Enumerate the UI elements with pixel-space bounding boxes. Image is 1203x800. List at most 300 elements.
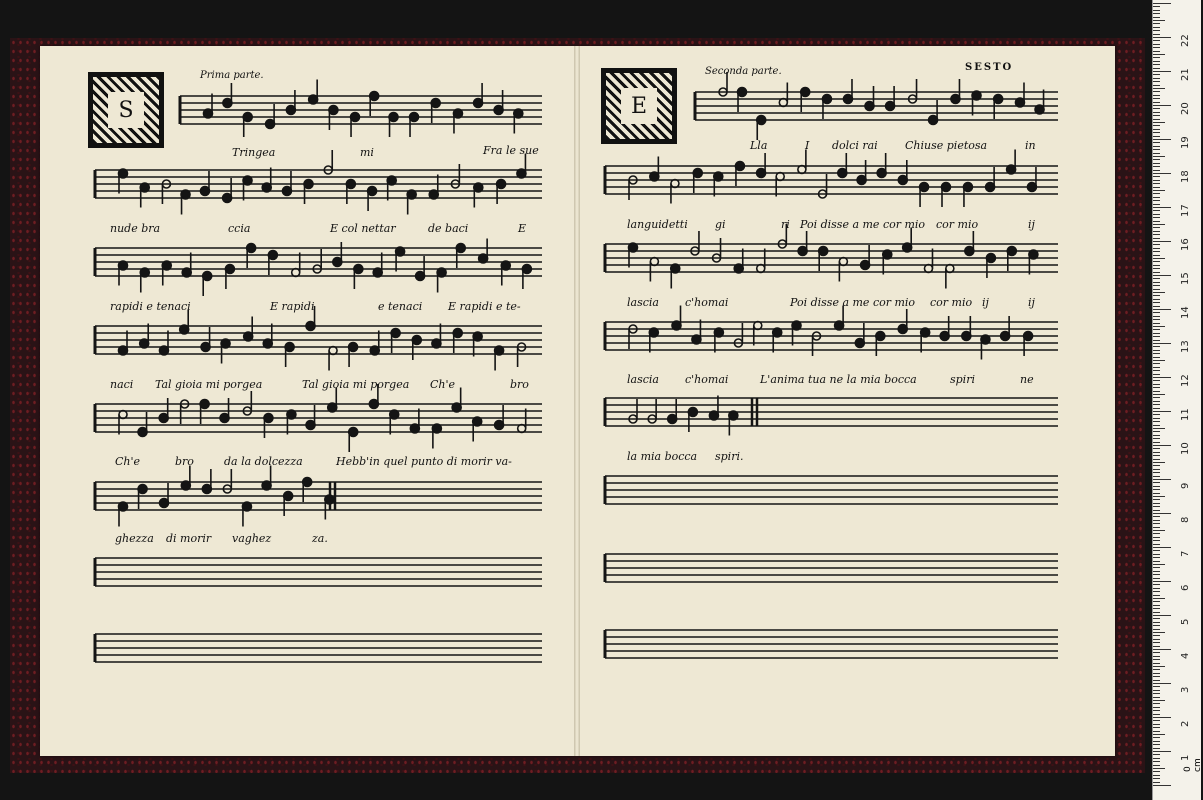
- note-head: [407, 190, 416, 199]
- note-head: [119, 261, 128, 270]
- ruler-tick: [1153, 156, 1165, 157]
- ruler-tick: [1153, 343, 1171, 344]
- note-head: [159, 346, 168, 355]
- ruler-tick: [1153, 197, 1160, 198]
- note-head: [474, 183, 483, 192]
- lyric: naci: [110, 378, 134, 391]
- note-head: [855, 339, 864, 348]
- note-head: [497, 180, 506, 189]
- note-head: [306, 421, 315, 430]
- lyric: Fra le sue: [483, 144, 539, 157]
- lyric: cor mio: [930, 296, 973, 309]
- ruler-tick: [1153, 506, 1160, 507]
- ruler-tick: [1153, 319, 1160, 320]
- ruler-tick: [1153, 231, 1160, 232]
- ruler-tick: [1153, 408, 1160, 409]
- note-head: [304, 180, 313, 189]
- note-head: [370, 346, 379, 355]
- lyric: nude bra: [110, 222, 161, 235]
- ruler-tick: [1153, 513, 1171, 514]
- ruler-number: 12: [1180, 374, 1191, 387]
- note-head: [757, 116, 766, 125]
- ruler-tick: [1153, 132, 1160, 133]
- note-head: [865, 102, 874, 111]
- lyric: E rapidi: [270, 300, 315, 313]
- ruler-tick: [1153, 91, 1160, 92]
- note-head: [159, 414, 168, 423]
- ruler-tick: [1153, 183, 1160, 184]
- note-head: [306, 322, 315, 331]
- note-head: [1027, 183, 1036, 192]
- ruler-number: 9: [1180, 482, 1191, 489]
- note-head: [138, 428, 147, 437]
- ruler-tick: [1153, 445, 1171, 446]
- ruler-tick: [1153, 139, 1171, 140]
- ruler-tick: [1153, 255, 1160, 256]
- note-head: [735, 162, 744, 171]
- note-head: [242, 502, 251, 511]
- note-head: [119, 346, 128, 355]
- note-head: [1015, 98, 1024, 107]
- note-head: [243, 176, 252, 185]
- ruler-tick: [1153, 265, 1160, 266]
- note-head: [963, 183, 972, 192]
- note-head: [921, 328, 930, 337]
- note-head: [877, 169, 886, 178]
- ruler-number: 3: [1180, 686, 1191, 693]
- ruler-tick: [1153, 622, 1160, 623]
- note-head: [262, 481, 271, 490]
- note-head: [432, 339, 441, 348]
- lyric: cor mio: [936, 218, 979, 231]
- note-head: [822, 95, 831, 104]
- ruler-tick: [1153, 122, 1165, 123]
- note-head: [263, 339, 272, 348]
- ruler-tick: [1153, 727, 1160, 728]
- ruler-tick: [1153, 105, 1171, 106]
- note-head: [140, 183, 149, 192]
- lyric: in: [1025, 139, 1036, 152]
- ruler-number: 15: [1180, 272, 1191, 285]
- ruler-tick: [1153, 751, 1171, 752]
- ruler-tick: [1153, 268, 1160, 269]
- ruler-tick: [1153, 193, 1160, 194]
- note-head: [729, 411, 738, 420]
- note-head: [972, 91, 981, 100]
- note-head: [714, 328, 723, 337]
- lyric: lascia: [627, 373, 659, 386]
- ruler-tick: [1153, 574, 1160, 575]
- ruler-tick: [1153, 302, 1160, 303]
- note-head: [182, 268, 191, 277]
- note-head: [416, 272, 425, 281]
- ruler-tick: [1153, 703, 1160, 704]
- note-head: [883, 250, 892, 259]
- ruler-tick: [1153, 357, 1160, 358]
- ruler-tick: [1153, 241, 1171, 242]
- ruler-tick: [1153, 261, 1160, 262]
- ruler-tick: [1153, 309, 1171, 310]
- ruler-tick: [1153, 588, 1160, 589]
- note-head: [876, 332, 885, 341]
- ruler-tick: [1153, 312, 1160, 313]
- note-head: [479, 254, 488, 263]
- ruler-tick: [1153, 238, 1160, 239]
- note-head: [857, 176, 866, 185]
- lyric: ij: [982, 296, 989, 309]
- ruler-tick: [1153, 442, 1160, 443]
- ruler-tick: [1153, 472, 1160, 473]
- note-head: [203, 272, 212, 281]
- note-head: [962, 332, 971, 341]
- ruler-tick: [1153, 374, 1160, 375]
- note-head: [861, 261, 870, 270]
- measurement-ruler: [1152, 0, 1201, 800]
- ruler-tick: [1153, 690, 1160, 691]
- lyric: da la dolcezza: [224, 455, 303, 468]
- ruler-tick: [1153, 510, 1160, 511]
- note-head: [220, 414, 229, 423]
- note-head: [474, 99, 483, 108]
- note-head: [692, 335, 701, 344]
- ruler-tick: [1153, 765, 1160, 766]
- note-head: [244, 332, 253, 341]
- ruler-tick: [1153, 598, 1165, 599]
- note-head: [941, 183, 950, 192]
- ruler-tick: [1153, 465, 1160, 466]
- ruler-tick: [1153, 187, 1160, 188]
- ruler-tick: [1153, 489, 1160, 490]
- ruler-tick: [1153, 411, 1171, 412]
- ruler-number: 8: [1180, 516, 1191, 523]
- ruler-tick: [1153, 20, 1165, 21]
- note-head: [200, 400, 209, 409]
- note-head: [370, 92, 379, 101]
- note-head: [369, 400, 378, 409]
- lyric: Ch'e: [430, 378, 456, 391]
- ruler-tick: [1153, 561, 1160, 562]
- ruler-tick: [1153, 778, 1160, 779]
- note-head: [268, 251, 277, 260]
- ruler-tick: [1153, 30, 1160, 31]
- note-head: [221, 339, 230, 348]
- ruler-tick: [1153, 61, 1160, 62]
- ruler-tick: [1153, 748, 1160, 749]
- ruler-number: 13: [1180, 340, 1191, 353]
- ruler-tick: [1153, 635, 1160, 636]
- ruler-tick: [1153, 734, 1165, 735]
- ruler-tick: [1153, 384, 1160, 385]
- note-head: [671, 264, 680, 273]
- ruler-number: 4: [1180, 652, 1191, 659]
- note-head: [247, 244, 256, 253]
- ruler-tick: [1153, 459, 1160, 460]
- note-head: [517, 169, 526, 178]
- ruler-tick: [1153, 282, 1160, 283]
- ruler-tick: [1153, 544, 1160, 545]
- ruler-tick: [1153, 47, 1160, 48]
- lyric: languidetti: [627, 218, 688, 231]
- note-head: [986, 183, 995, 192]
- ruler-tick: [1153, 666, 1165, 667]
- ruler-tick: [1153, 452, 1160, 453]
- lyric: bro: [510, 378, 529, 391]
- ruler-tick: [1153, 3, 1171, 4]
- lyric: mi: [360, 146, 374, 159]
- note-head: [200, 187, 209, 196]
- ruler-tick: [1153, 292, 1165, 293]
- ruler-tick: [1153, 581, 1171, 582]
- note-head: [328, 403, 337, 412]
- note-head: [1001, 332, 1010, 341]
- lyric: I: [805, 139, 810, 152]
- note-head: [668, 415, 677, 424]
- initial-letter: S: [108, 92, 144, 128]
- ruler-tick: [1153, 227, 1160, 228]
- note-head: [351, 113, 360, 122]
- lyric: Poi disse a me cor mio: [800, 218, 926, 231]
- note-head: [410, 113, 419, 122]
- ruler-number: 5: [1180, 618, 1191, 625]
- ruler-tick: [1153, 102, 1160, 103]
- note-head: [501, 261, 510, 270]
- ruler-number: 18: [1180, 170, 1191, 183]
- ruler-tick: [1153, 64, 1160, 65]
- note-head: [981, 335, 990, 344]
- lyric: Lla: [750, 139, 768, 152]
- note-head: [201, 343, 210, 352]
- note-head: [412, 336, 421, 345]
- ruler-tick: [1153, 98, 1160, 99]
- ruler-tick: [1153, 649, 1171, 650]
- note-head: [965, 247, 974, 256]
- note-head: [140, 268, 149, 277]
- ruler-tick: [1153, 469, 1160, 470]
- voice-label: SESTO: [965, 62, 1014, 73]
- note-head: [473, 417, 482, 426]
- ruler-tick: [1153, 44, 1160, 45]
- ruler-tick: [1153, 176, 1160, 177]
- ruler-tick: [1153, 676, 1160, 677]
- ruler-tick: [1153, 669, 1160, 670]
- note-head: [835, 321, 844, 330]
- ruler-tick: [1153, 149, 1160, 150]
- ruler-tick: [1153, 425, 1160, 426]
- note-head: [1007, 247, 1016, 256]
- ruler-number: 20: [1180, 102, 1191, 115]
- note-head: [986, 254, 995, 263]
- ruler-tick: [1153, 516, 1160, 517]
- ruler-tick: [1153, 761, 1160, 762]
- ruler-tick: [1153, 663, 1160, 664]
- note-head: [672, 321, 681, 330]
- ruler-tick: [1153, 285, 1160, 286]
- note-head: [138, 485, 147, 494]
- decorated-initial-right: [601, 68, 677, 144]
- ruler-tick: [1153, 387, 1160, 388]
- note-head: [119, 169, 128, 178]
- note-head: [204, 109, 213, 118]
- note-head: [495, 421, 504, 430]
- note-head: [629, 243, 638, 252]
- ruler-tick: [1153, 380, 1160, 381]
- note-head: [929, 116, 938, 125]
- note-head: [287, 410, 296, 419]
- ruler-tick: [1153, 476, 1160, 477]
- ruler-tick: [1153, 95, 1160, 96]
- lyric: za.: [312, 532, 328, 545]
- ruler-tick: [1153, 608, 1160, 609]
- ruler-tick: [1153, 136, 1160, 137]
- ruler-tick: [1153, 482, 1160, 483]
- ruler-tick: [1153, 448, 1160, 449]
- note-head: [396, 247, 405, 256]
- ruler-tick: [1153, 170, 1160, 171]
- note-head: [349, 343, 358, 352]
- ruler-tick: [1153, 591, 1160, 592]
- ruler-tick: [1153, 724, 1160, 725]
- lyric: lascia: [627, 296, 659, 309]
- ruler-tick: [1153, 125, 1160, 126]
- ruler-tick: [1153, 17, 1160, 18]
- ruler-tick: [1153, 289, 1160, 290]
- ruler-tick: [1153, 340, 1160, 341]
- ruler-tick: [1153, 527, 1160, 528]
- lyric: ghezza: [115, 532, 154, 545]
- lyric: Ch'e: [115, 455, 141, 468]
- ruler-tick: [1153, 462, 1165, 463]
- ruler-tick: [1153, 299, 1160, 300]
- note-head: [180, 325, 189, 334]
- note-head: [368, 187, 377, 196]
- ruler-tick: [1153, 737, 1160, 738]
- note-head: [264, 414, 273, 423]
- ruler-tick: [1153, 34, 1160, 35]
- ruler-tick: [1153, 540, 1160, 541]
- note-head: [160, 499, 169, 508]
- ruler-tick: [1153, 615, 1171, 616]
- ruler-tick: [1153, 557, 1160, 558]
- ruler-tick: [1153, 142, 1160, 143]
- ruler-tick: [1153, 258, 1165, 259]
- lyric: c'homai: [685, 373, 729, 386]
- note-head: [429, 190, 438, 199]
- note-head: [329, 106, 338, 115]
- lyric: vaghez: [232, 532, 272, 545]
- ruler-tick: [1153, 710, 1160, 711]
- ruler-tick: [1153, 37, 1171, 38]
- lyric: Chiuse pietosa: [905, 139, 988, 152]
- ruler-tick: [1153, 244, 1160, 245]
- note-head: [522, 265, 531, 274]
- ruler-number: 19: [1180, 136, 1191, 149]
- ruler-tick: [1153, 741, 1160, 742]
- note-head: [495, 346, 504, 355]
- ruler-tick: [1153, 394, 1165, 395]
- ruler-tick: [1153, 248, 1160, 249]
- ruler-tick: [1153, 605, 1160, 606]
- note-head: [410, 424, 419, 433]
- ruler-tick: [1153, 353, 1160, 354]
- note-head: [940, 332, 949, 341]
- note-head: [431, 99, 440, 108]
- ruler-tick: [1153, 479, 1171, 480]
- ruler-tick: [1153, 13, 1160, 14]
- ruler-tick: [1153, 547, 1171, 548]
- note-head: [140, 339, 149, 348]
- ruler-tick: [1153, 680, 1160, 681]
- ruler-tick: [1153, 323, 1160, 324]
- note-head: [282, 187, 291, 196]
- ruler-tick: [1153, 278, 1160, 279]
- note-head: [389, 113, 398, 122]
- note-head: [325, 495, 334, 504]
- note-head: [452, 403, 461, 412]
- ruler-tick: [1153, 693, 1160, 694]
- ruler-tick: [1153, 40, 1160, 41]
- ruler-tick: [1153, 329, 1160, 330]
- lyric: Hebb'in quel punto di morir va-: [336, 455, 512, 468]
- lyric: c'homai: [685, 296, 729, 309]
- ruler-number: 16: [1180, 238, 1191, 251]
- ruler-tick: [1153, 166, 1160, 167]
- lyric: Tal gioia mi porgea: [302, 378, 410, 391]
- ruler-tick: [1153, 78, 1160, 79]
- note-head: [898, 325, 907, 334]
- note-head: [1024, 332, 1033, 341]
- ruler-tick: [1153, 146, 1160, 147]
- lyric: spiri.: [715, 450, 744, 463]
- ruler-tick: [1153, 346, 1160, 347]
- note-head: [920, 183, 929, 192]
- lyric: Poi disse a me cor mio: [790, 296, 916, 309]
- note-head: [202, 485, 211, 494]
- ruler-tick: [1153, 744, 1160, 745]
- lyric: rapidi e tenaci: [110, 300, 191, 313]
- ruler-tick: [1153, 731, 1160, 732]
- note-head: [757, 169, 766, 178]
- ruler-tick: [1153, 71, 1171, 72]
- ruler-tick: [1153, 775, 1160, 776]
- lyric: di morir: [166, 532, 212, 545]
- note-head: [223, 194, 232, 203]
- ruler-tick: [1153, 210, 1160, 211]
- ruler-tick: [1153, 27, 1160, 28]
- part-header: Prima parte.: [200, 70, 264, 81]
- ruler-tick: [1153, 224, 1165, 225]
- ruler-tick: [1153, 404, 1160, 405]
- ruler-tick: [1153, 578, 1160, 579]
- ruler-tick: [1153, 333, 1160, 334]
- note-head: [688, 408, 697, 417]
- ruler-tick: [1153, 550, 1160, 551]
- note-head: [432, 424, 441, 433]
- note-head: [349, 428, 358, 437]
- ruler-number: 17: [1180, 204, 1191, 217]
- ruler-tick: [1153, 486, 1160, 487]
- note-head: [886, 102, 895, 111]
- lyric: de baci: [428, 222, 469, 235]
- ruler-tick: [1153, 377, 1171, 378]
- ruler-tick: [1153, 533, 1160, 534]
- ruler-tick: [1153, 595, 1160, 596]
- note-head: [898, 176, 907, 185]
- ruler-tick: [1153, 656, 1160, 657]
- ruler-tick: [1153, 499, 1160, 500]
- lyric: la mia bocca: [627, 450, 698, 463]
- note-head: [346, 180, 355, 189]
- note-head: [792, 321, 801, 330]
